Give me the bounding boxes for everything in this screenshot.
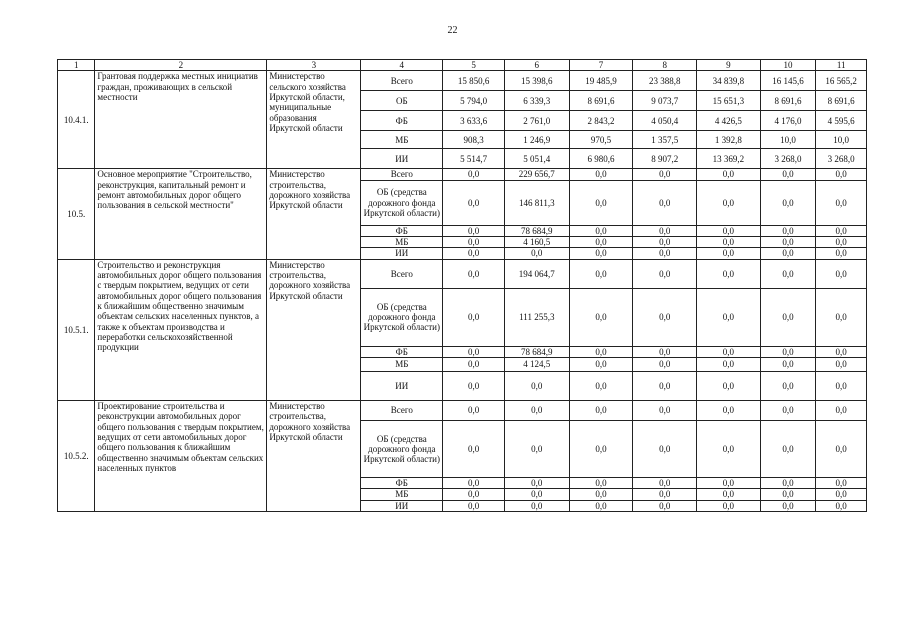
column-number: 3 — [267, 60, 361, 71]
value-cell: 1 357,5 — [633, 131, 697, 149]
table-row — [58, 169, 867, 180]
value-cell: 0,0 — [443, 346, 505, 357]
value-cell: 970,5 — [569, 131, 633, 149]
funding-source: ФБ — [361, 225, 443, 236]
funding-source: ФБ — [361, 346, 443, 357]
value-cell: 0,0 — [697, 259, 761, 288]
value-cell: 0,0 — [816, 500, 867, 511]
value-cell: 10,0 — [760, 131, 816, 149]
value-cell: 78 684,9 — [504, 225, 569, 236]
value-cell: 0,0 — [443, 500, 505, 511]
value-cell: 15 850,6 — [443, 71, 505, 91]
value-cell: 0,0 — [443, 421, 505, 478]
value-cell: 3 633,6 — [443, 111, 505, 131]
funding-source: Всего — [361, 71, 443, 91]
value-cell: 23 388,8 — [633, 71, 697, 91]
value-cell: 0,0 — [443, 358, 505, 372]
funding-source: МБ — [361, 237, 443, 248]
value-cell: 0,0 — [760, 500, 816, 511]
funding-source: МБ — [361, 131, 443, 149]
value-cell: 0,0 — [504, 372, 569, 401]
funding-source: Всего — [361, 401, 443, 421]
column-number: 9 — [697, 60, 761, 71]
value-cell: 0,0 — [504, 500, 569, 511]
value-cell: 4 160,5 — [504, 237, 569, 248]
funding-source: МБ — [361, 489, 443, 500]
value-cell: 0,0 — [569, 421, 633, 478]
value-cell: 8 691,6 — [569, 91, 633, 111]
section-executor: Министерство строительства, дорожного хозяйства Иркутской области — [267, 169, 361, 259]
funding-source: ФБ — [361, 111, 443, 131]
column-number: 4 — [361, 60, 443, 71]
value-cell: 0,0 — [443, 180, 505, 225]
value-cell: 0,0 — [443, 259, 505, 288]
value-cell: 9 073,7 — [633, 91, 697, 111]
value-cell: 0,0 — [504, 401, 569, 421]
value-cell: 16 565,2 — [816, 71, 867, 91]
value-cell: 0,0 — [697, 372, 761, 401]
value-cell: 0,0 — [697, 500, 761, 511]
value-cell: 78 684,9 — [504, 346, 569, 357]
value-cell: 0,0 — [697, 248, 761, 259]
value-cell: 0,0 — [697, 225, 761, 236]
value-cell: 0,0 — [697, 288, 761, 346]
section-name: Строительство и реконструкция автомобильных дорог общего пользования с твердым покрытием, ведущих от сети автомобильных дорог общего пользования к ближайшим общественно значимым объектам сельских населенных пунктов, а также к объектам производства и переработки сельскохозяйственной продукции — [95, 259, 267, 400]
value-cell: 0,0 — [633, 346, 697, 357]
funding-source: Всего — [361, 169, 443, 180]
value-cell: 0,0 — [569, 346, 633, 357]
value-cell: 0,0 — [760, 346, 816, 357]
value-cell: 34 839,8 — [697, 71, 761, 91]
value-cell: 0,0 — [633, 500, 697, 511]
section-executor: Министерство сельского хозяйства Иркутской области, муниципальные образования Иркутской области — [267, 71, 361, 169]
section-code: 10.4.1. — [58, 71, 95, 169]
section-name: Основное мероприятие "Строительство, реконструкция, капитальный ремонт и ремонт автомобильных дорог общего пользования в сельской местности" — [95, 169, 267, 259]
value-cell: 15 651,3 — [697, 91, 761, 111]
value-cell: 0,0 — [816, 225, 867, 236]
value-cell: 0,0 — [816, 180, 867, 225]
value-cell: 0,0 — [816, 288, 867, 346]
value-cell: 0,0 — [816, 358, 867, 372]
value-cell: 15 398,6 — [504, 71, 569, 91]
budget-table — [57, 59, 867, 512]
value-cell: 10,0 — [816, 131, 867, 149]
value-cell: 1 246,9 — [504, 131, 569, 149]
value-cell: 8 907,2 — [633, 149, 697, 169]
value-cell: 0,0 — [569, 358, 633, 372]
value-cell: 0,0 — [760, 259, 816, 288]
value-cell: 0,0 — [633, 225, 697, 236]
value-cell: 3 268,0 — [816, 149, 867, 169]
value-cell: 0,0 — [760, 225, 816, 236]
column-number: 6 — [504, 60, 569, 71]
value-cell: 0,0 — [569, 180, 633, 225]
value-cell: 2 843,2 — [569, 111, 633, 131]
funding-source: ОБ (средства дорожного фонда Иркутской области) — [361, 421, 443, 478]
value-cell: 0,0 — [697, 421, 761, 478]
value-cell: 0,0 — [760, 180, 816, 225]
value-cell: 0,0 — [569, 237, 633, 248]
value-cell: 0,0 — [633, 288, 697, 346]
page-number: 22 — [447, 25, 458, 36]
value-cell: 0,0 — [504, 489, 569, 500]
value-cell: 6 339,3 — [504, 91, 569, 111]
value-cell: 0,0 — [697, 358, 761, 372]
table-row — [58, 401, 867, 421]
funding-source: МБ — [361, 358, 443, 372]
value-cell: 0,0 — [760, 489, 816, 500]
column-number: 7 — [569, 60, 633, 71]
value-cell: 0,0 — [760, 288, 816, 346]
funding-source: ФБ — [361, 478, 443, 489]
value-cell: 0,0 — [569, 248, 633, 259]
value-cell: 0,0 — [633, 169, 697, 180]
value-cell: 0,0 — [633, 478, 697, 489]
value-cell: 0,0 — [569, 478, 633, 489]
value-cell: 16 145,6 — [760, 71, 816, 91]
value-cell: 229 656,7 — [504, 169, 569, 180]
value-cell: 4 426,5 — [697, 111, 761, 131]
value-cell: 0,0 — [816, 237, 867, 248]
value-cell: 194 064,7 — [504, 259, 569, 288]
value-cell: 0,0 — [816, 259, 867, 288]
column-number: 1 — [58, 60, 95, 71]
value-cell: 0,0 — [760, 358, 816, 372]
section-code: 10.5.2. — [58, 401, 95, 512]
column-number: 11 — [816, 60, 867, 71]
section-name: Проектирование строительства и реконструкции автомобильных дорог общего пользования с твердым покрытием, ведущих от сети автомобильных дорог общего пользования к ближайшим общественно значимым объектам сельских населенных пунктов — [95, 401, 267, 512]
value-cell: 5 794,0 — [443, 91, 505, 111]
value-cell: 0,0 — [760, 237, 816, 248]
value-cell: 0,0 — [633, 237, 697, 248]
value-cell: 0,0 — [443, 288, 505, 346]
value-cell: 0,0 — [504, 248, 569, 259]
value-cell: 0,0 — [569, 288, 633, 346]
value-cell: 4 124,5 — [504, 358, 569, 372]
table-row — [58, 259, 867, 288]
funding-source: ИИ — [361, 248, 443, 259]
value-cell: 1 392,8 — [697, 131, 761, 149]
section-name: Грантовая поддержка местных инициатив граждан, проживающих в сельской местности — [95, 71, 267, 169]
value-cell: 0,0 — [569, 401, 633, 421]
value-cell: 0,0 — [569, 372, 633, 401]
section-executor: Министерство строительства, дорожного хозяйства Иркутской области — [267, 259, 361, 400]
value-cell: 0,0 — [816, 401, 867, 421]
section-executor: Министерство строительства, дорожного хозяйства Иркутской области — [267, 401, 361, 512]
value-cell: 0,0 — [569, 489, 633, 500]
value-cell: 8 691,6 — [816, 91, 867, 111]
value-cell: 0,0 — [569, 259, 633, 288]
value-cell: 0,0 — [760, 401, 816, 421]
value-cell: 0,0 — [816, 346, 867, 357]
value-cell: 0,0 — [816, 421, 867, 478]
value-cell: 0,0 — [816, 169, 867, 180]
value-cell: 2 761,0 — [504, 111, 569, 131]
value-cell: 0,0 — [443, 372, 505, 401]
value-cell: 0,0 — [760, 169, 816, 180]
value-cell: 0,0 — [697, 401, 761, 421]
value-cell: 0,0 — [633, 248, 697, 259]
value-cell: 0,0 — [504, 421, 569, 478]
value-cell: 0,0 — [443, 489, 505, 500]
value-cell: 0,0 — [443, 225, 505, 236]
value-cell: 0,0 — [760, 478, 816, 489]
value-cell: 0,0 — [443, 248, 505, 259]
section-code: 10.5. — [58, 169, 95, 259]
column-number: 8 — [633, 60, 697, 71]
value-cell: 0,0 — [569, 169, 633, 180]
value-cell: 19 485,9 — [569, 71, 633, 91]
value-cell: 0,0 — [443, 237, 505, 248]
funding-source: ИИ — [361, 372, 443, 401]
value-cell: 0,0 — [697, 169, 761, 180]
value-cell: 5 051,4 — [504, 149, 569, 169]
funding-source: ОБ (средства дорожного фонда Иркутской области) — [361, 288, 443, 346]
value-cell: 4 176,0 — [760, 111, 816, 131]
value-cell: 0,0 — [760, 421, 816, 478]
value-cell: 0,0 — [633, 259, 697, 288]
value-cell: 111 255,3 — [504, 288, 569, 346]
value-cell: 0,0 — [697, 237, 761, 248]
value-cell: 4 050,4 — [633, 111, 697, 131]
value-cell: 13 369,2 — [697, 149, 761, 169]
value-cell: 0,0 — [697, 489, 761, 500]
value-cell: 908,3 — [443, 131, 505, 149]
funding-source: Всего — [361, 259, 443, 288]
value-cell: 0,0 — [633, 401, 697, 421]
value-cell: 0,0 — [443, 401, 505, 421]
value-cell: 0,0 — [760, 372, 816, 401]
funding-source: ИИ — [361, 500, 443, 511]
value-cell: 5 514,7 — [443, 149, 505, 169]
value-cell: 0,0 — [443, 478, 505, 489]
funding-source: ИИ — [361, 149, 443, 169]
funding-source: ОБ — [361, 91, 443, 111]
column-number: 2 — [95, 60, 267, 71]
value-cell: 0,0 — [697, 346, 761, 357]
value-cell: 0,0 — [697, 180, 761, 225]
value-cell: 3 268,0 — [760, 149, 816, 169]
value-cell: 146 811,3 — [504, 180, 569, 225]
table-row — [58, 71, 867, 91]
funding-source: ОБ (средства дорожного фонда Иркутской области) — [361, 180, 443, 225]
value-cell: 8 691,6 — [760, 91, 816, 111]
value-cell: 0,0 — [569, 500, 633, 511]
value-cell: 4 595,6 — [816, 111, 867, 131]
value-cell: 0,0 — [697, 478, 761, 489]
value-cell: 0,0 — [816, 478, 867, 489]
column-number-header — [58, 60, 867, 71]
value-cell: 0,0 — [633, 421, 697, 478]
value-cell: 6 980,6 — [569, 149, 633, 169]
value-cell: 0,0 — [633, 358, 697, 372]
value-cell: 0,0 — [443, 169, 505, 180]
value-cell: 0,0 — [633, 180, 697, 225]
value-cell: 0,0 — [569, 225, 633, 236]
column-number: 10 — [760, 60, 816, 71]
value-cell: 0,0 — [760, 248, 816, 259]
value-cell: 0,0 — [816, 248, 867, 259]
value-cell: 0,0 — [816, 489, 867, 500]
section-code: 10.5.1. — [58, 259, 95, 400]
value-cell: 0,0 — [816, 372, 867, 401]
value-cell: 0,0 — [504, 478, 569, 489]
column-number: 5 — [443, 60, 505, 71]
value-cell: 0,0 — [633, 489, 697, 500]
value-cell: 0,0 — [633, 372, 697, 401]
